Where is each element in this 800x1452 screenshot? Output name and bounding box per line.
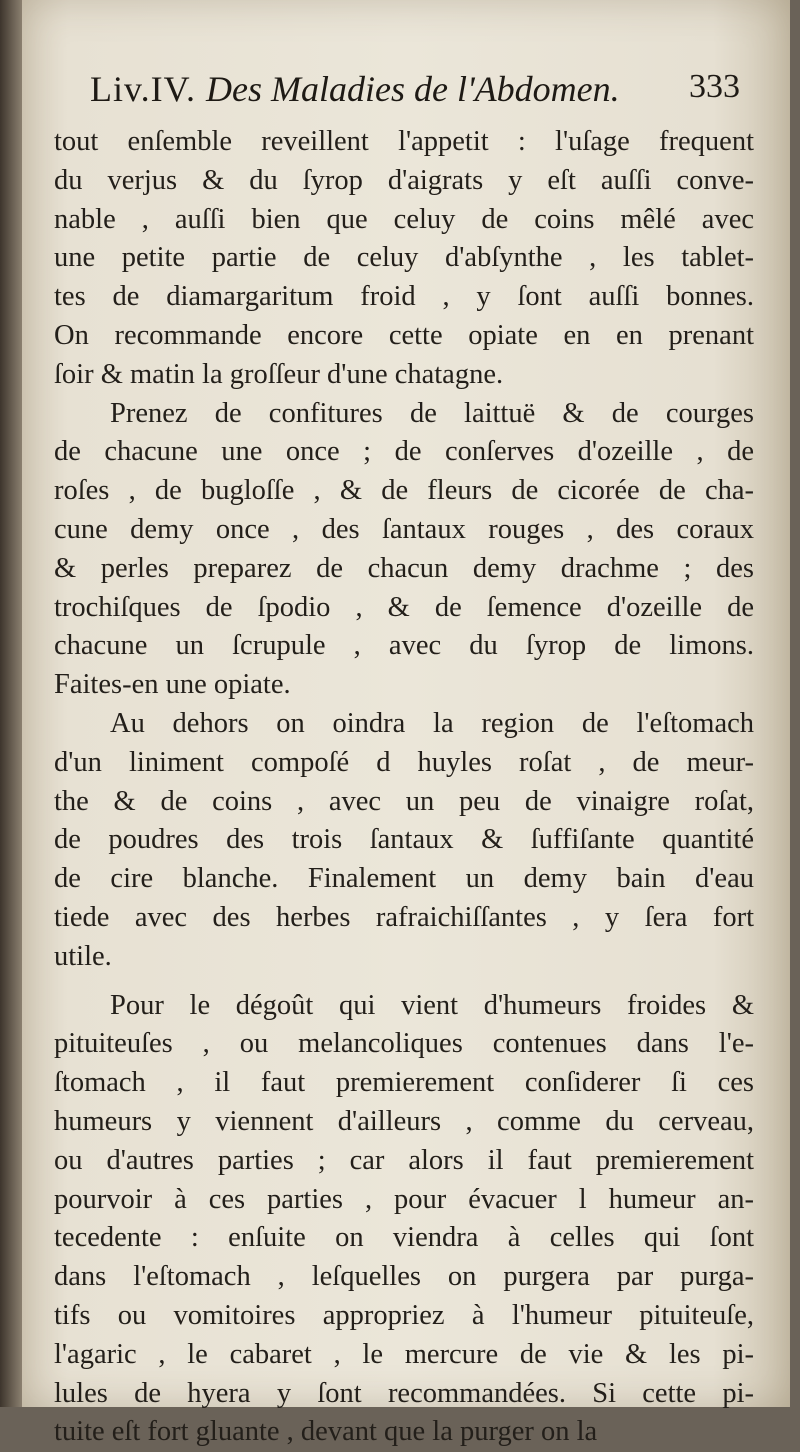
- text-line: Faites-en une opiate.: [54, 669, 291, 701]
- text-line: l'agaric , le cabaret , le mercure de vie & les pi-: [54, 1338, 754, 1370]
- text-line: lules de hyera y ſont recommandées. Si cette pi-: [54, 1377, 754, 1409]
- text-line: pituiteuſes , ou melancoliques contenues dans l'e-: [54, 1028, 754, 1060]
- text-line: tuite eſt fort gluante , devant que la purger on la: [54, 1416, 598, 1448]
- text-line: utile.: [54, 940, 112, 972]
- text-line: de chacune une once ; de conſerves d'ozeille , de: [54, 436, 754, 468]
- chapter-title: Des Maladies de l'Abdomen.: [206, 69, 620, 109]
- paragraph: [54, 395, 754, 705]
- text-line: d'un liniment compoſé d huyles roſat , de meur-: [54, 746, 754, 778]
- book-gutter: [0, 0, 22, 1407]
- text-line: pourvoir à ces parties , pour évacuer l humeur an-: [54, 1183, 754, 1215]
- text-line: nable , auſſi bien que celuy de coins mêlé avec: [54, 203, 754, 235]
- text-line: & perles preparez de chacun demy drachme ; des: [54, 552, 754, 584]
- text-line: de cire blanche. Finalement un demy bain d'eau: [54, 863, 754, 895]
- text-line: tout enſemble reveillent l'appetit : l'uſage frequent: [54, 126, 754, 157]
- text-line: tifs ou vomitoires appropriez à l'humeur pituiteuſe,: [54, 1299, 754, 1331]
- page-number: 333: [689, 68, 740, 105]
- text-line: Prenez de confitures de laittuë & de courges: [110, 397, 754, 429]
- text-line: Pour le dégoût qui vient d'humeurs froides &: [110, 989, 754, 1021]
- paragraph: [54, 123, 754, 395]
- text-line: du verjus & du ſyrop d'aigrats y eſt auſſi conve-: [54, 164, 754, 196]
- text-line: humeurs y viennent d'ailleurs , comme du cerveau,: [54, 1105, 754, 1137]
- paragraph-gap: [54, 977, 754, 987]
- text-line: ou d'autres parties ; car alors il faut premierement: [54, 1144, 754, 1176]
- book-number: Liv.IV.: [90, 69, 196, 109]
- text-line: une petite partie de celuy d'abſynthe , les tablet-: [54, 242, 754, 274]
- text-line: the & de coins , avec un peu de vinaigre roſat,: [54, 785, 754, 817]
- text-line: On recommande encore cette opiate en en prenant: [54, 319, 754, 351]
- text-line: Au dehors on oindra la region de l'eſtomach: [110, 707, 754, 739]
- text-line: ſtomach , il faut premierement conſiderer ſi ces: [54, 1067, 754, 1099]
- paragraph: [54, 987, 754, 1452]
- text-line: tes de diamargaritum froid , y ſont auſſi bonnes.: [54, 281, 754, 313]
- text-line: chacune un ſcrupule , avec du ſyrop de limons.: [54, 630, 754, 662]
- text-line: tecedente : enſuite on viendra à celles qui ſont: [54, 1222, 754, 1254]
- text-line: cune demy once , des ſantaux rouges , des coraux: [54, 513, 754, 545]
- text-line: trochiſques de ſpodio , & de ſemence d'ozeille de: [54, 591, 754, 623]
- text-line: ſoir & matin la groſſeur d'une chatagne.: [54, 358, 504, 390]
- text-line: tiede avec des herbes rafraichiſſantes , y ſera fort: [54, 901, 754, 933]
- body-text: [54, 123, 754, 1452]
- text-line: de poudres des trois ſantaux & ſuffiſante quantité: [54, 824, 754, 856]
- text-line: roſes , de bugloſſe , & de fleurs de cicorée de cha-: [54, 475, 754, 507]
- book-page: [22, 0, 790, 1448]
- running-head: [90, 68, 740, 120]
- paragraph: [54, 705, 754, 977]
- text-line: dans l'eſtomach , leſquelles on purgera par purga-: [54, 1261, 754, 1293]
